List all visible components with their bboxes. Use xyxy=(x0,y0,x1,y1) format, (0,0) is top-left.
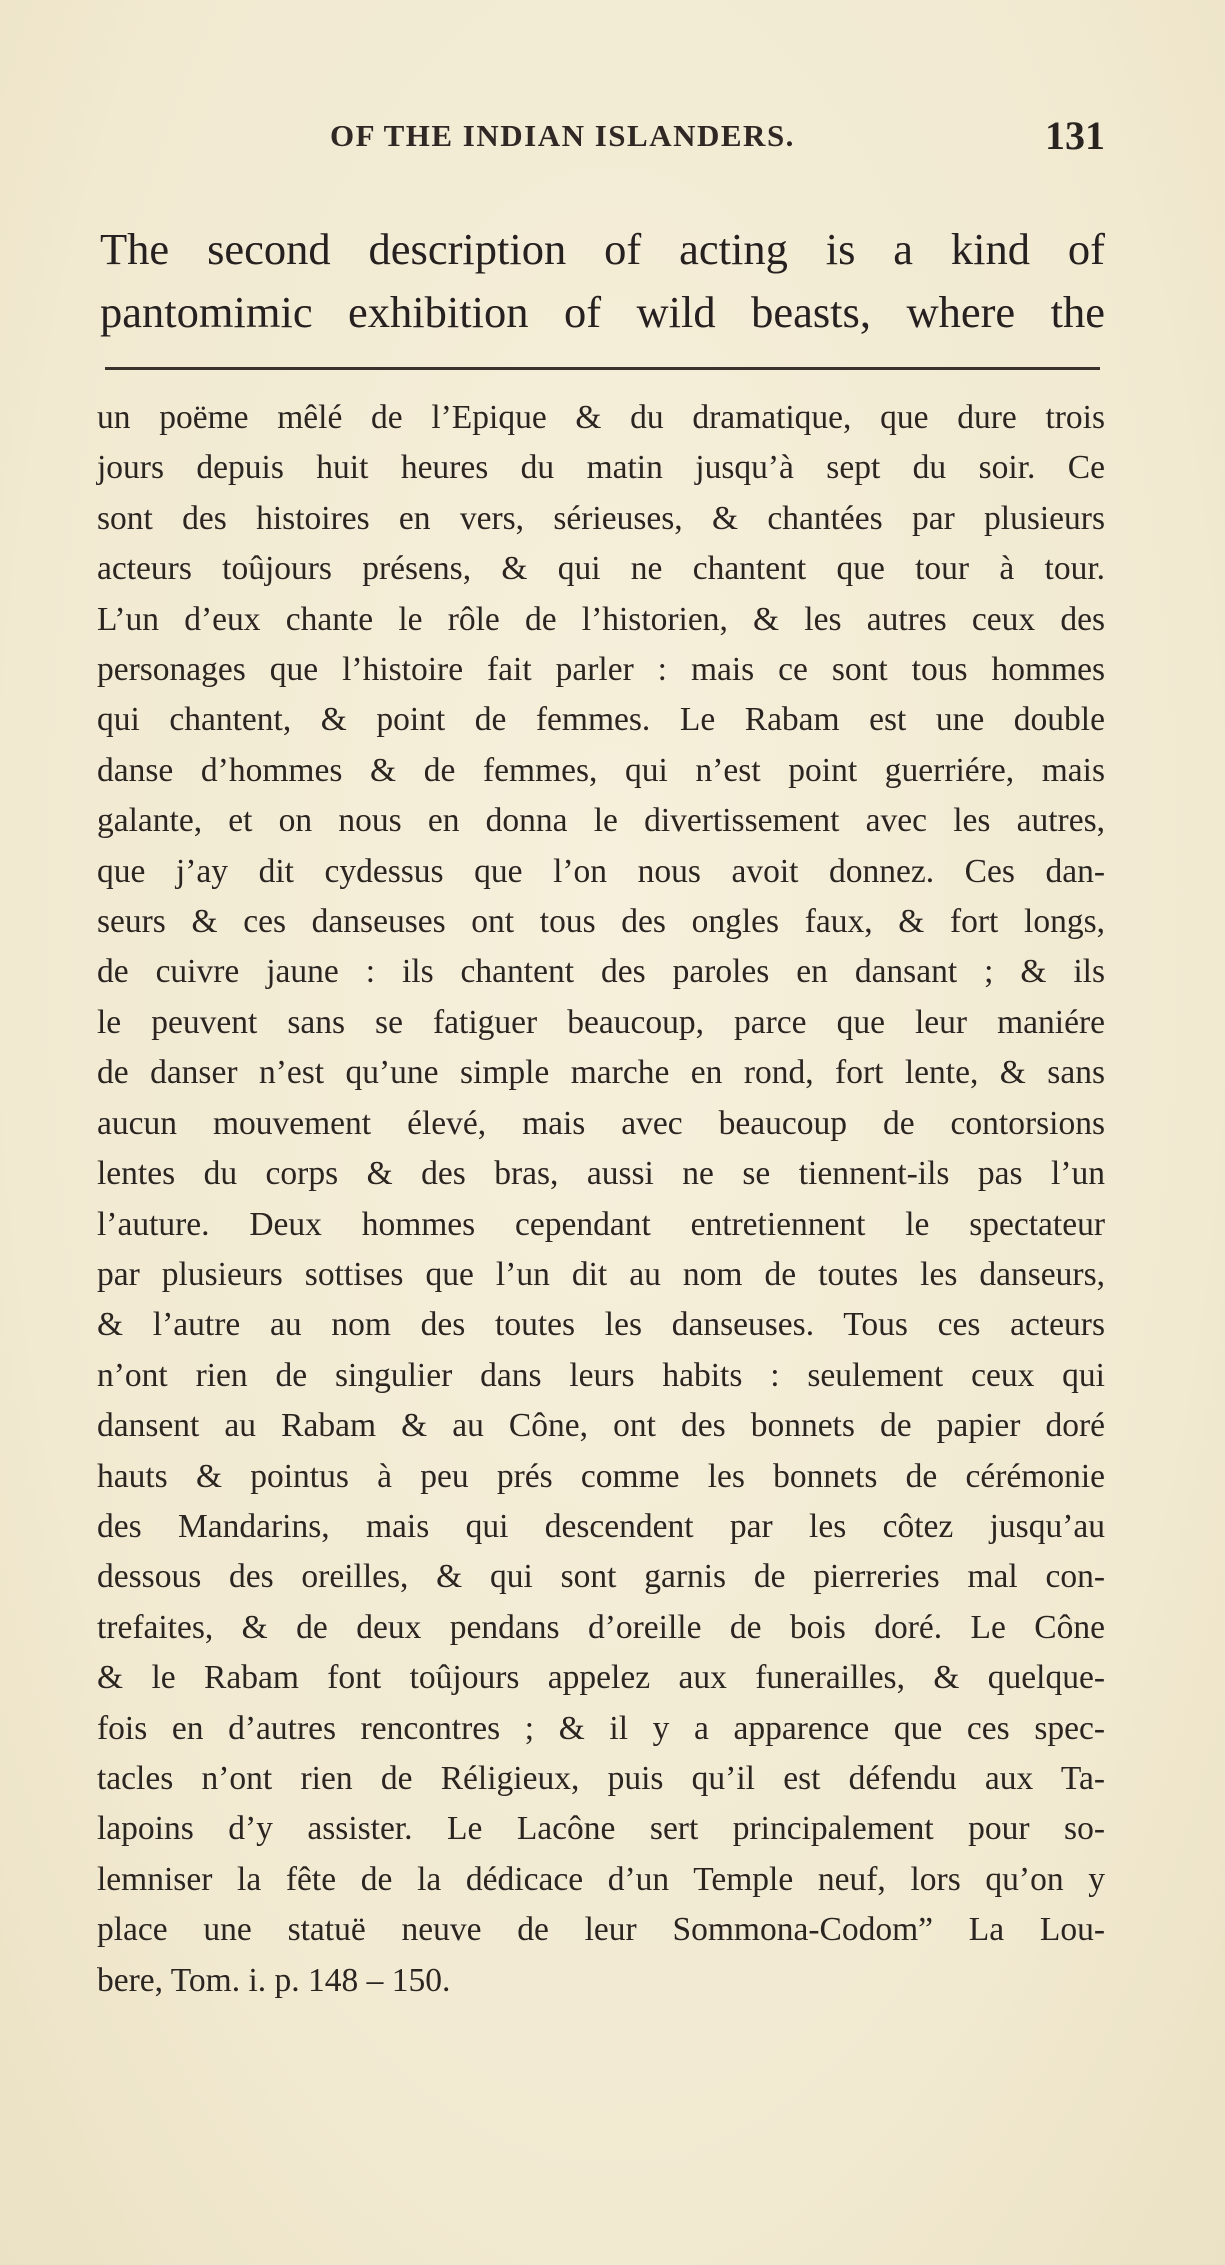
footnote-line: lemniser la fête de la dédicace d’un Temple neuf, lors qu’on y xyxy=(97,1860,1105,1898)
page-header xyxy=(330,112,1105,162)
footnote-line: galante, et on nous en donna le divertissement avec les autres, xyxy=(97,802,1105,840)
footnote-line: l’auture. Deux hommes cependant entretiennent le spectateur xyxy=(97,1205,1105,1243)
footnote-line: de cuivre jaune : ils chantent des paroles en dansant ; & ils xyxy=(97,953,1105,991)
footnote-line: personages que l’histoire fait parler : mais ce sont tous hommes xyxy=(97,651,1105,689)
footnote-line: sont des histoires en vers, sérieuses, & chantées par plusieurs xyxy=(97,499,1105,537)
footnote-line: trefaites, & de deux pendans d’oreille de bois doré. Le Cône xyxy=(97,1608,1105,1646)
footnote-line: lapoins d’y assister. Le Lacône sert principalement pour so- xyxy=(97,1810,1105,1848)
footnote-line: par plusieurs sottises que l’un dit au nom de toutes les danseurs, xyxy=(97,1255,1105,1293)
footnote-line: dansent au Rabam & au Cône, ont des bonnets de papier doré xyxy=(97,1407,1105,1445)
footnote-line: bere, Tom. i. p. 148 – 150. xyxy=(97,1961,451,1999)
footnote-line: & l’autre au nom des toutes les danseuses. Tous ces acteurs xyxy=(97,1306,1105,1344)
footnote-rule xyxy=(105,367,1100,370)
footnote-line: tacles n’ont rien de Réligieux, puis qu’il est défendu aux Ta- xyxy=(97,1759,1105,1797)
footnote-line: seurs & ces danseuses ont tous des ongles faux, & fort longs, xyxy=(97,903,1105,941)
running-title: OF THE INDIAN ISLANDERS. xyxy=(330,118,795,153)
footnote-line: le peuvent sans se fatiguer beaucoup, parce que leur maniére xyxy=(97,1003,1105,1041)
footnote-line: acteurs toûjours présens, & qui ne chantent que tour à tour. xyxy=(97,550,1105,588)
footnote-line: hauts & pointus à peu prés comme les bonnets de cérémonie xyxy=(97,1457,1105,1495)
footnote-line: un poëme mêlé de l’Epique & du dramatique, que dure trois xyxy=(97,399,1105,436)
footnote xyxy=(97,393,1105,2006)
footnote-line: de danser n’est qu’une simple marche en rond, fort lente, & sans xyxy=(97,1054,1105,1092)
footnote-line: dessous des oreilles, & qui sont garnis de pierreries mal con- xyxy=(97,1558,1105,1596)
footnote-line: n’ont rien de singulier dans leurs habits : seulement ceux qui xyxy=(97,1356,1105,1394)
footnote-line: danse d’hommes & de femmes, qui n’est point guerriére, mais xyxy=(97,751,1105,789)
footnote-line: place une statuë neuve de leur Sommona-Codom” La Lou- xyxy=(97,1911,1105,1949)
footnote-line: aucun mouvement élevé, mais avec beaucoup de contorsions xyxy=(97,1104,1105,1142)
footnote-line: des Mandarins, mais qui descendent par les côtez jusqu’au xyxy=(97,1507,1105,1545)
footnote-line: jours depuis huit heures du matin jusqu’à sept du soir. Ce xyxy=(97,449,1105,487)
footnote-line: que j’ay dit cydessus que l’on nous avoit donnez. Ces dan- xyxy=(97,852,1105,890)
body-line: The second description of acting is a kind of xyxy=(100,224,1105,274)
body-text xyxy=(100,218,1105,344)
page-number: 131 xyxy=(1045,113,1105,158)
footnote-line: lentes du corps & des bras, aussi ne se tiennent-ils pas l’un xyxy=(97,1155,1105,1193)
footnote-line: qui chantent, & point de femmes. Le Rabam est une double xyxy=(97,701,1105,739)
footnote-line: L’un d’eux chante le rôle de l’historien, & les autres ceux des xyxy=(97,600,1105,638)
footnote-line: fois en d’autres rencontres ; & il y a apparence que ces spec- xyxy=(97,1709,1105,1747)
footnote-line: & le Rabam font toûjours appelez aux funerailles, & quelque- xyxy=(97,1659,1105,1697)
body-line: pantomimic exhibition of wild beasts, where the xyxy=(100,287,1105,337)
